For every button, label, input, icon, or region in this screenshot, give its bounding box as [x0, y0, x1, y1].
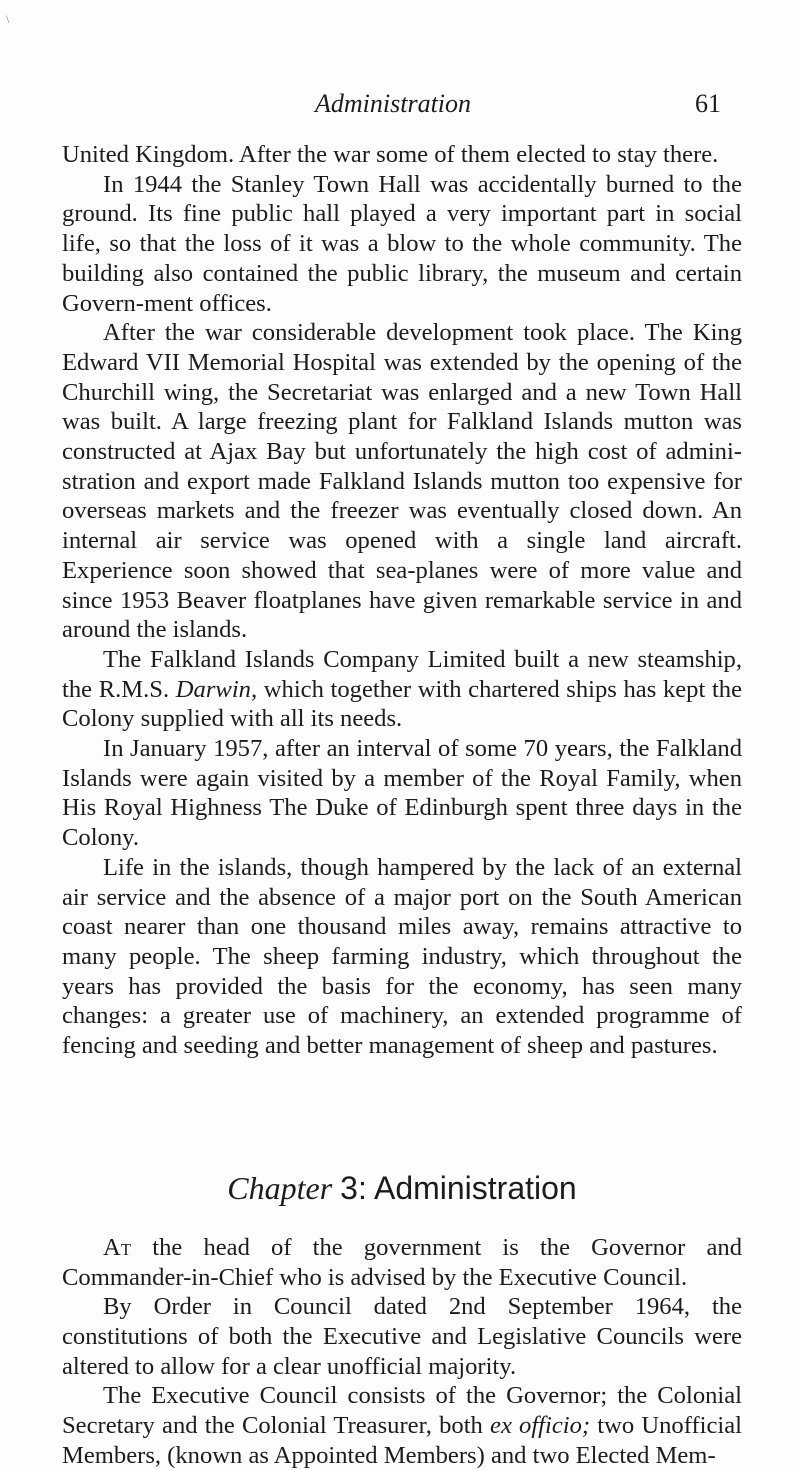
- page-body: [62, 140, 742, 1470]
- paragraph-text: the head of the government is the Governor and Commander-in-Chief who is advised by the Executive Council.: [62, 1233, 742, 1291]
- paragraph: After the war considerable development took place. The King Edward VII Memorial Hospital was extended by the opening of the Churchill wing, the Secretariat was enlarged and a new Town Hall was built. A large freezing plant for Falkland Islands mutton was constructed at Ajax Bay but unfortunately the high cost of admini-stration and export made Falkland Islands mutton too expensive for overseas markets and the freezer was eventually closed down. An internal air service was opened with a single land aircraft. Experience soon showed that sea-planes were of more value and since 1953 Beaver floatplanes have given remarkable service in and around the islands.: [62, 319, 742, 644]
- ship-name: Darwin,: [175, 675, 258, 703]
- paragraph: Life in the islands, though hampered by the lack of an external air service and the absence of a major port on the South American coast nearer than one thousand miles away, remains attractive to many people. The sheep farming industry, which throughout the years has provided the basis for the economy, has seen many changes: a greater use of machinery, an extended programme of fencing and seeding and better management of sheep and pastures.: [62, 853, 742, 1060]
- latin-phrase: ex officio;: [490, 1412, 591, 1440]
- page-number: 61: [695, 89, 721, 118]
- paragraph: [62, 645, 742, 734]
- lead-in-word: At: [103, 1233, 132, 1261]
- paragraph-text: two Unofficial Members, (known as Appointed Members) and two Elected Mem-: [62, 1412, 742, 1469]
- paragraph: By Order in Council dated 2nd September 1964, the constitutions of both the Executive and Legislative Councils were altered to allow for a clear unofficial majority.: [62, 1293, 742, 1380]
- running-head: [0, 86, 800, 122]
- paragraph: [62, 1233, 742, 1292]
- chapter-heading: [62, 1167, 742, 1209]
- paragraph-text: which together with chartered ships has kept the Colony supplied with all its needs.: [62, 675, 743, 733]
- running-title: Administration: [315, 89, 472, 118]
- paragraph: In 1944 the Stanley Town Hall was accidentally burned to the ground. Its fine public hall played a very important part in social life, so that the loss of it was a blow to the whole community. The building also contained the public library, the museum and certain Govern-ment offices.: [62, 170, 742, 317]
- paragraph-text: The Falkland Islands Company Limited built a new steamship, the R.M.S.: [62, 645, 742, 703]
- paragraph: United Kingdom. After the war some of them elected to stay there.: [62, 141, 719, 168]
- chapter-title: 3: Administration: [340, 1169, 577, 1206]
- scan-mark: \: [6, 12, 10, 26]
- paragraph-text: The Executive Council consists of the Governor; the Colonial Secretary and the Colonial Treasurer, both: [62, 1382, 742, 1440]
- chapter-label: Chapter: [227, 1169, 333, 1206]
- paragraph: [62, 1381, 742, 1470]
- paragraph: In January 1957, after an interval of some 70 years, the Falkland Islands were again visited by a member of the Royal Family, when His Royal Highness The Duke of Edinburgh spent three days in the Colony.: [62, 735, 742, 852]
